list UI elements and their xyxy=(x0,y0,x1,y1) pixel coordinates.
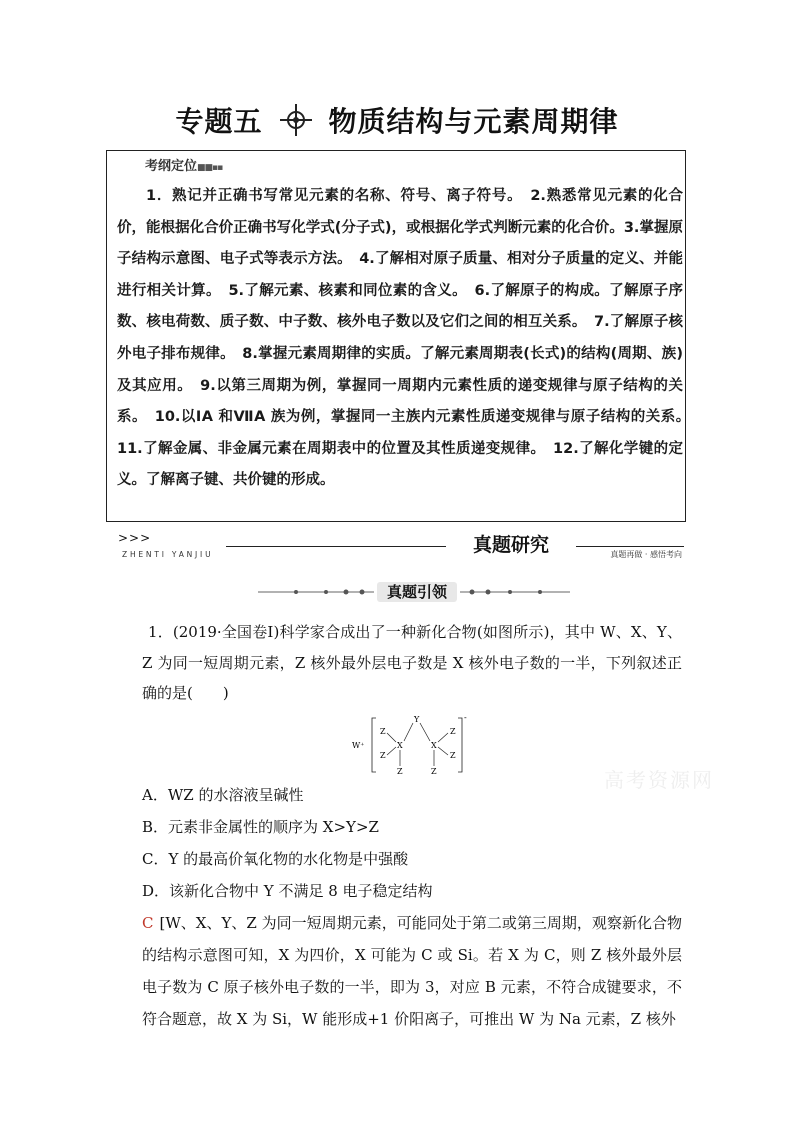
title-topic-name: 物质结构与元素周期律 xyxy=(328,105,619,138)
subsection-label: 真题引领 xyxy=(377,582,457,602)
section-divider-right xyxy=(576,546,684,547)
figure-charge: - xyxy=(464,713,467,722)
section-band xyxy=(116,530,684,562)
section-subtitle: 真题再做 · 感悟考向 xyxy=(610,550,682,559)
figure-z5: Z xyxy=(450,751,456,760)
figure-z2: Z xyxy=(380,751,386,760)
syllabus-box xyxy=(106,150,698,522)
figure-z4: Z xyxy=(450,727,456,736)
figure-x2: X xyxy=(431,741,437,750)
answer-explanation xyxy=(142,907,682,1035)
figure-z1: Z xyxy=(380,727,386,736)
figure-y: Y xyxy=(414,715,420,724)
question-stem: 1．(2019·全国卷Ⅰ)科学家合成出了一种新化合物(如图所示)，其中 W、X、Y、Z 为同一短周期元素，Z 核外最外层电子数是 X 核外电子数的一半，下列叙述正确的是( ) xyxy=(142,623,682,702)
figure-x1: X xyxy=(397,741,403,750)
compass-rose-icon xyxy=(279,103,313,137)
option-d: D．该新化合物中 Y 不满足 8 电子稳定结构 xyxy=(142,882,433,900)
title-topic-number: 专题五 xyxy=(175,105,263,138)
page-title xyxy=(0,100,794,140)
syllabus-text: 1．熟记并正确书写常见元素的名称、符号、离子符号。 2.熟悉常见元素的化合价，能根据化合价正确书写化学式(分子式)，或根据化学式判断元素的化合价。3.掌握原子结构示意图、电子式等表示方法。 4.了解相对原子质量、相对分子质量的定义、并能进行相关计算。 5.了解元素、核素和同位素的含义。 6.了解原子的构成。了解原子序数、核电荷数、质子数、中子数、核外电子数以及它们之间的相互关系。 7.了解原子核外电子排布规律。 8.掌握元素周期律的实质。了解元素周期表(长式)的结构(周期、族)及其应用。 9.以第三周期为例，掌握同一周期内元素性质的递变规律与原子结构的关系。 10.以ⅠA 和ⅦA 族为例，掌握同一主族内元素性质递变规律与原子结构的关系。 11.了解金属、非金属元素在周期表中的位置及其性质递变规律。 12.了解化学键的定义。了解离子键、共价键的形成。 xyxy=(117,188,698,489)
section-arrows: >>> xyxy=(118,531,152,545)
figure-z3: Z xyxy=(397,767,403,776)
syllabus-heading: 考纲定位■■▪▪ xyxy=(145,159,223,174)
subsection-header xyxy=(0,580,794,606)
option-b: B．元素非金属性的顺序为 X>Y>Z xyxy=(142,818,379,836)
answer-text: [W、X、Y、Z 为同一短周期元素，可能同处于第二或第三周期，观察新化合物的结构示意图可知，X 为四价，X 可能为 C 或 Si。若 X 为 C，则 Z 核外最外层电子数为 C 原子核外电子数的一半，即为 3，对应 B 元素，不符合成键要求，不符合题意，故 X 为 Si，W 能形成+1 价阳离子，可推出 W 为 Na 元素，Z 核外 xyxy=(142,914,682,1028)
figure-cation: W⁺ xyxy=(352,741,365,750)
answer-letter: C xyxy=(142,914,154,932)
option-a: A．WZ 的水溶液呈碱性 xyxy=(142,786,304,804)
option-c: C．Y 的最高价氧化物的水化物是中强酸 xyxy=(142,850,409,868)
compound-structure-figure xyxy=(352,712,470,776)
figure-z6: Z xyxy=(431,767,437,776)
watermark: 高考资源网 xyxy=(604,768,714,792)
section-divider-left xyxy=(226,546,446,547)
section-pinyin: ZHENTI YANJIU xyxy=(122,550,214,559)
section-label: 真题研究 xyxy=(472,534,549,556)
heading-dots-icon: ■■▪▪ xyxy=(197,163,223,173)
